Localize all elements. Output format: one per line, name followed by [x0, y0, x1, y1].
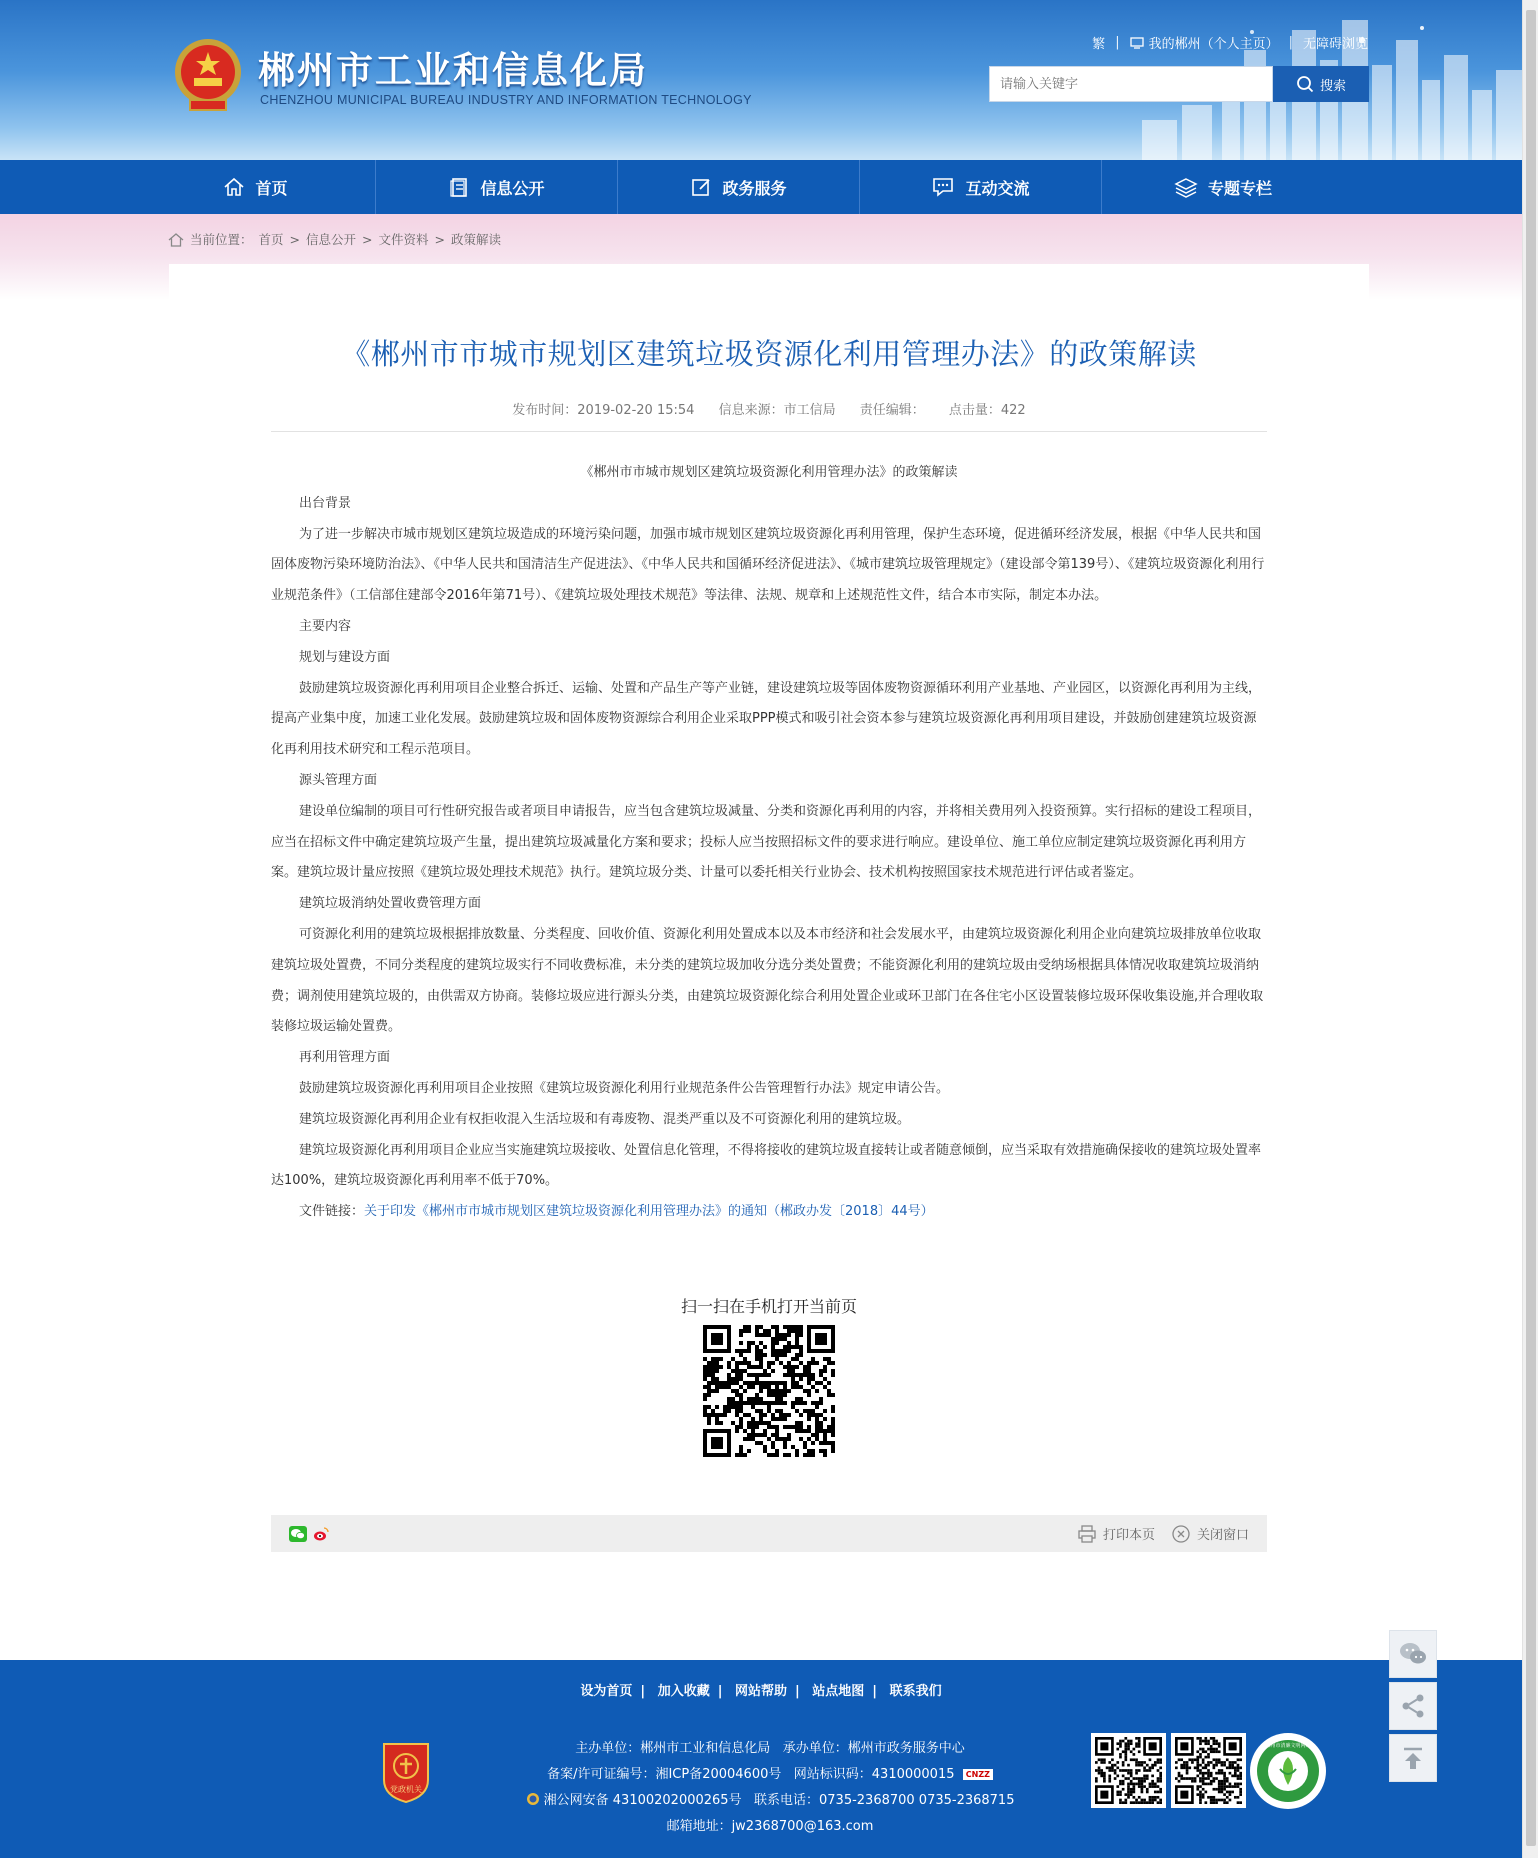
article-title: 《郴州市市城市规划区建筑垃圾资源化利用管理办法》的政策解读 — [341, 337, 1197, 371]
search-icon — [1296, 75, 1314, 93]
print-label: 打印本页 — [1102, 1528, 1155, 1543]
my-city-link[interactable] — [1130, 33, 1279, 52]
page-qr-code — [703, 1325, 835, 1457]
nav-label: 政务服务 — [722, 178, 787, 198]
site-subtitle: CHENZHOU MUNICIPAL BUREAU INDUSTRY AND INFORMATION TECHNOLOGY — [260, 93, 752, 107]
info-source: 信息来源：市工信局 — [718, 403, 836, 418]
my-city-label: 我的郴州（个人主页） — [1148, 37, 1279, 52]
contact-phone: 联系电话：0735-2368700 0735-2368715 — [754, 1793, 1015, 1808]
paragraph: 建筑垃圾消纳处置收费管理方面 — [299, 896, 482, 912]
footer-line-host — [470, 1736, 1070, 1762]
main-nav — [0, 160, 1522, 214]
document-icon — [448, 176, 470, 198]
footer-link-set-home[interactable]: 设为首页 — [580, 1684, 633, 1699]
printer-icon — [1077, 1524, 1097, 1544]
footer-link-contact[interactable]: 联系我们 — [889, 1684, 942, 1699]
undertaker-unit: 承办单位：郴州市政务服务中心 — [782, 1741, 965, 1756]
link-separator: | — [1115, 35, 1120, 50]
file-link-label: 文件链接： — [299, 1204, 365, 1220]
clean-civilization-badge[interactable] — [1250, 1733, 1326, 1809]
article-meta — [271, 399, 1267, 418]
paragraph: 鼓励建筑垃圾资源化再利用项目企业按照《建筑垃圾资源化利用行业规范条件公告管理暂行办法》规定申请公告。 — [299, 1080, 950, 1096]
responsible-editor: 责任编辑： — [859, 403, 925, 418]
cnzz-badge[interactable]: CNZZ — [963, 1769, 993, 1780]
title-divider — [271, 431, 1267, 432]
police-record[interactable]: 湘公网安备 43100202000265号 — [543, 1793, 742, 1808]
article-body — [271, 458, 1267, 1228]
badge-caption: 郴州市清廉文明网站 — [1265, 1743, 1311, 1749]
qr-caption: 扫一扫在手机打开当前页 — [680, 1297, 857, 1316]
search-input[interactable] — [989, 66, 1273, 102]
share-icons — [289, 1526, 329, 1542]
footer-link-favorite[interactable]: 加入收藏 — [657, 1684, 710, 1699]
paragraph: 再利用管理方面 — [299, 1050, 391, 1066]
edit-icon — [690, 176, 712, 198]
breadcrumb-item-files[interactable]: 文件资料 — [378, 232, 429, 247]
search-button-label: 搜索 — [1319, 78, 1346, 94]
paragraph: 建筑垃圾资源化再利用企业有权拒收混入生活垃圾和有毒废物、混类严重以及不可资源化利用的建筑垃圾。 — [299, 1111, 911, 1127]
national-emblem-logo — [172, 34, 244, 114]
breadcrumb-sep: > — [434, 231, 446, 247]
footer-qr-code-1 — [1091, 1733, 1166, 1808]
nav-item-interaction[interactable] — [860, 160, 1102, 214]
hit-count: 点击量：422 — [948, 403, 1026, 418]
traditional-chinese-link[interactable]: 繁 — [1092, 37, 1106, 52]
layers-icon — [1174, 176, 1198, 198]
file-link[interactable]: 关于印发《郴州市市城市规划区建筑垃圾资源化利用管理办法》的通知（郴政办发〔2018〕44号） — [364, 1204, 934, 1220]
badge-text: 党政机关 — [390, 1785, 422, 1794]
paragraph: 建设单位编制的项目可行性研究报告或者项目申请报告，应当包含建筑垃圾减量、分类和资源化再利用的内容，并将相关费用列入投资预算。实行招标的建设工程项目，应当在招标文件中确定建筑垃圾产生量，提出建筑垃圾减量化方案和要求；投标人应当按照招标文件的要求进行响应。建设单位、施工单位应制定建筑垃圾资源化再利用方案。建筑垃圾计量应按照《建筑垃圾处理技术规范》执行。建筑垃圾分类、计量可以委托相关行业协会、技术机构按照国家技术规范进行评估或者鉴定。 — [271, 803, 1262, 881]
weibo-share-icon[interactable] — [313, 1526, 329, 1542]
party-government-badge[interactable] — [380, 1740, 432, 1804]
monitor-icon — [1130, 37, 1144, 49]
footer-line-police — [470, 1788, 1070, 1814]
home-icon — [223, 176, 245, 198]
qr-code-image — [1175, 1737, 1242, 1804]
arrow-up-icon — [1399, 1744, 1427, 1772]
icp-number[interactable]: 备案/许可证编号：湘ICP备20004600号 — [547, 1767, 782, 1782]
paragraph: 建筑垃圾资源化再利用项目企业应当实施建筑垃圾接收、处置信息化管理，不得将接收的建筑垃圾直接转让或者随意倾倒，应当采取有效措施确保接收的建筑垃圾处置率达100%，建筑垃圾资源化再利用率不低于70%。 — [271, 1142, 1262, 1189]
nav-label: 互动交流 — [965, 178, 1030, 198]
floating-toolbar — [1389, 1630, 1437, 1782]
wechat-icon — [1398, 1641, 1428, 1667]
vertical-scrollbar[interactable] — [1522, 0, 1538, 1858]
search-button[interactable] — [1273, 66, 1369, 102]
host-unit: 主办单位：郴州市工业和信息化局 — [575, 1741, 771, 1756]
breadcrumb-item-policy[interactable]: 政策解读 — [451, 232, 502, 247]
police-badge-icon — [526, 1792, 540, 1806]
footer-links: 设为首页 | 加入收藏 | 网站帮助 | 站点地图 | 联系我们 — [580, 1684, 942, 1699]
top-links — [1092, 33, 1368, 52]
nav-label: 信息公开 — [480, 178, 545, 198]
footer-line-icp — [470, 1762, 1070, 1788]
paragraph: 为了进一步解决市城市规划区建筑垃圾造成的环境污染问题，加强市城市规划区建筑垃圾资源化再利用管理，保护生态环境，促进循环经济发展，根据《中华人民共和国固体废物污染环境防治法》、《中华人民共和国清洁生产促进法》、《中华人民共和国循环经济促进法》、《城市建筑垃圾管理规定》（建设部令第139号）、《建筑垃圾资源化利用行业规范条件》（工信部住建部令2016年第71号）、《建筑垃圾处理技术规范》等法律、法规、规章和上述规范性文件，结合本市实际，制定本办法。 — [271, 526, 1265, 604]
close-window-button[interactable] — [1171, 1524, 1249, 1544]
wechat-float-button[interactable] — [1389, 1630, 1437, 1678]
nav-label: 首页 — [255, 178, 288, 198]
print-button[interactable] — [1077, 1524, 1155, 1544]
paragraph: 主要内容 — [299, 618, 352, 634]
footer-link-help[interactable]: 网站帮助 — [734, 1684, 787, 1699]
page-actions — [1077, 1524, 1249, 1544]
breadcrumb-prefix: 当前位置： — [190, 232, 253, 247]
paragraph: 可资源化利用的建筑垃圾根据排放数量、分类程度、回收价值、资源化利用处置成本以及本市经济和社会发展水平，由建筑垃圾资源化利用企业向建筑垃圾排放单位收取建筑垃圾处置费，不同分类程度的建筑垃圾实行不同收费标准，未分类的建筑垃圾加收分选分类处置费；不能资源化利用的建筑垃圾由受纳场根据具体情况收取建筑垃圾消纳费；调剂使用建筑垃圾的，由供需双方协商。装修垃圾应进行源头分类，由建筑垃圾资源化综合利用处置企业或环卫部门在各住宅小区设置装修垃圾环保收集设施,并合理收取装修垃圾运输处置费。 — [271, 926, 1264, 1035]
breadcrumb-item-home[interactable]: 首页 — [258, 232, 284, 247]
close-circle-icon — [1171, 1524, 1191, 1544]
link-separator: | — [1288, 35, 1293, 50]
close-label: 关闭窗口 — [1196, 1528, 1249, 1543]
share-icon — [1399, 1692, 1427, 1720]
accessible-browse-link[interactable]: 无障碍浏览 — [1302, 37, 1368, 52]
site-header — [0, 0, 1522, 160]
footer-line-email — [470, 1814, 1070, 1840]
site-title: 郴州市工业和信息化局 — [258, 49, 648, 92]
file-link-row — [271, 1197, 1267, 1228]
paragraph: 规划与建设方面 — [299, 649, 391, 665]
breadcrumb-sep: > — [362, 231, 373, 247]
paragraph: 出台背景 — [299, 495, 352, 511]
nav-item-home[interactable] — [136, 160, 376, 214]
breadcrumb-item-info[interactable]: 信息公开 — [306, 232, 357, 247]
article-heading: 《郴州市市城市规划区建筑垃圾资源化利用管理办法》的政策解读 — [580, 465, 958, 480]
breadcrumb-sep: > — [289, 231, 301, 247]
share-bar — [271, 1515, 1267, 1552]
site-id: 网站标识码：4310000015 — [793, 1767, 955, 1782]
publish-time: 发布时间：2019-02-20 15:54 — [512, 403, 695, 418]
scrollbar-thumb[interactable] — [1526, 10, 1536, 1846]
chat-icon — [931, 176, 955, 198]
nav-item-gov-service[interactable] — [618, 160, 860, 214]
contact-email: 邮箱地址：jw2368700@163.com — [666, 1819, 874, 1834]
footer-qr-code-2 — [1171, 1733, 1246, 1808]
qr-code-image — [1095, 1737, 1162, 1804]
nav-label: 专题专栏 — [1207, 178, 1272, 198]
home-icon — [168, 232, 184, 247]
breadcrumb — [168, 230, 501, 248]
wechat-share-icon[interactable] — [289, 1526, 307, 1542]
back-to-top-button[interactable] — [1389, 1734, 1437, 1782]
paragraph: 鼓励建筑垃圾资源化再利用项目企业整合拆迁、运输、处置和产品生产等产业链，建设建筑垃圾等固体废物资源循环利用产业基地、产业园区，以资源化再利用为主线，提高产业集中度，加速工业化发展。鼓励建筑垃圾和固体废物资源综合利用企业采取PPP模式和吸引社会资本参与建筑垃圾资源化再利用项目建设，并鼓励创建建筑垃圾资源化再利用技术研究和工程示范项目。 — [271, 680, 1262, 758]
footer-link-sitemap[interactable]: 站点地图 — [812, 1684, 865, 1699]
nav-item-info-public[interactable] — [376, 160, 618, 214]
nav-item-special-topic[interactable] — [1102, 160, 1344, 214]
footer-info — [470, 1736, 1070, 1840]
share-float-button[interactable] — [1389, 1682, 1437, 1730]
site-footer — [0, 1660, 1522, 1858]
search-box — [989, 66, 1369, 102]
paragraph: 源头管理方面 — [299, 772, 378, 788]
